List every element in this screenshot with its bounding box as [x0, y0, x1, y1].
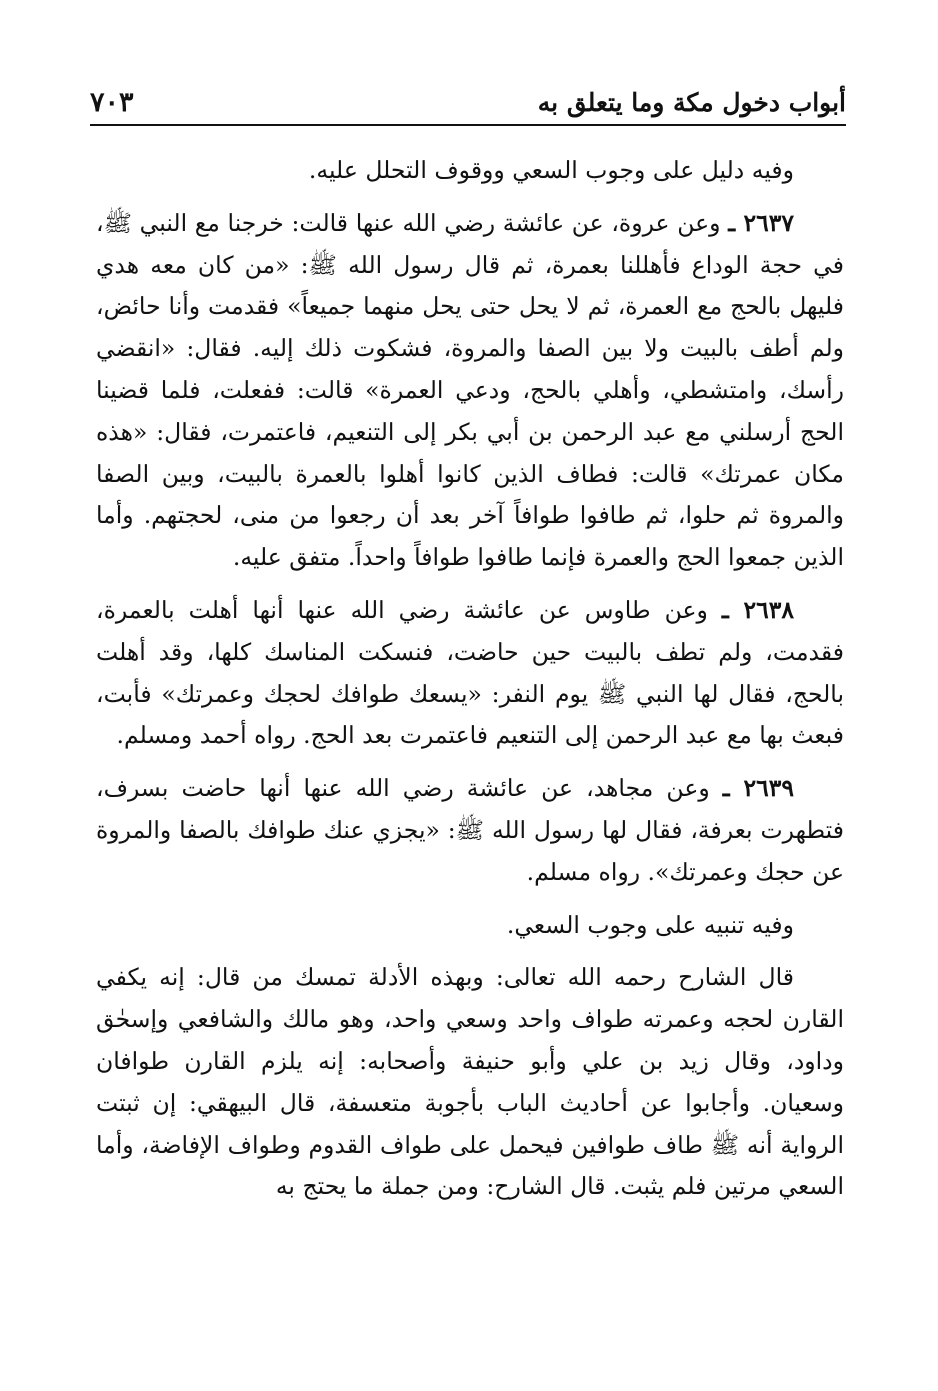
paragraph-text: وفيه تنبيه على وجوب السعي. — [506, 910, 794, 939]
hadith-number: ٢٦٣٧ ـ — [728, 208, 794, 237]
hadith-text: وعن مجاهد، عن عائشة رضي الله عنها أنها حاضت بسرف، فتطهرت بعرفة، فقال لها رسول الله ﷺ: «يجزي عنك طوافك بالصفا والمروة عن حجك وعمرتك». رواه مسلم. — [96, 774, 844, 886]
hadith-2639 — [96, 768, 844, 893]
commentary-paragraph — [96, 957, 844, 1208]
paragraph-note — [96, 150, 844, 192]
hadith-text: وعن طاوس عن عائشة رضي الله عنها أنها أهلت بالعمرة، فقدمت، ولم تطف بالبيت حين حاضت، فنسكت المناسك كلها، وقد أهلت بالحج، فقال لها النبي ﷺ يوم النفر: «يسعك طوافك لحجك وعمرتك» فأبت، فبعث بها مع عبد الرحمن إلى التنعيم فاعتمرت بعد الحج. رواه أحمد ومسلم. — [96, 595, 844, 750]
hadith-2637 — [96, 203, 844, 579]
page-number: ٧٠٣ — [90, 86, 134, 118]
hadith-2638 — [96, 590, 844, 757]
paragraph-text: وفيه دليل على وجوب السعي ووقوف التحلل عليه. — [308, 156, 794, 184]
hadith-number: ٢٦٣٨ ـ — [721, 595, 794, 624]
paragraph-note — [96, 905, 844, 947]
paragraph-text: قال الشارح رحمه الله تعالى: وبهذه الأدلة تمسك من قال: إنه يكفي القارن لحجه وعمرته طواف واحد وسعي واحد، وهو مالك والشافعي وإسحٰق وداود، وقال زيد بن علي وأبو حنيفة وأصحابه: إنه يلزم القارن طوافان وسعيان. وأجابوا عن أحاديث الباب بأجوبة متعسفة، قال البيهقي: إن ثبتت الرواية أنه ﷺ طاف طوافين فيحمل على طواف القدوم وطواف الإفاضة، وأما السعي مرتين فلم يثبت. قال الشارح: ومن جملة ما يحتج به — [96, 963, 844, 1201]
running-title: أبواب دخول مكة وما يتعلق به — [537, 87, 846, 117]
page-body — [96, 150, 844, 1219]
page-header — [90, 80, 846, 126]
hadith-number: ٢٦٣٩ ـ — [722, 774, 794, 803]
hadith-text: وعن عروة، عن عائشة رضي الله عنها قالت: خرجنا مع النبي ﷺ، في حجة الوداع فأهللنا بعمرة، ثم قال رسول الله ﷺ: «من كان معه هدي فليهل بالحج مع العمرة، ثم لا يحل حتى يحل منهما جميعاً» فقدمت وأنا حائض، ولم أطف بالبيت ولا بين الصفا والمروة، فشكوت ذلك إليه. فقال: «انقضي رأسك، وامتشطي، وأهلي بالحج، ودعي العمرة» قالت: ففعلت، فلما قضينا الحج أرسلني مع عبد الرحمن بن أبي بكر إلى التنعيم، فاعتمرت، فقال: «هذه مكان عمرتك» قالت: فطاف الذين كانوا أهلوا بالعمرة بالبيت، وبين الصفا والمروة ثم حلوا، ثم طافوا طوافاً آخر بعد أن رجعوا من منى، لحجتهم. وأما الذين جمعوا الحج والعمرة فإنما طافوا طوافاً واحداً. متفق عليه. — [96, 208, 844, 572]
